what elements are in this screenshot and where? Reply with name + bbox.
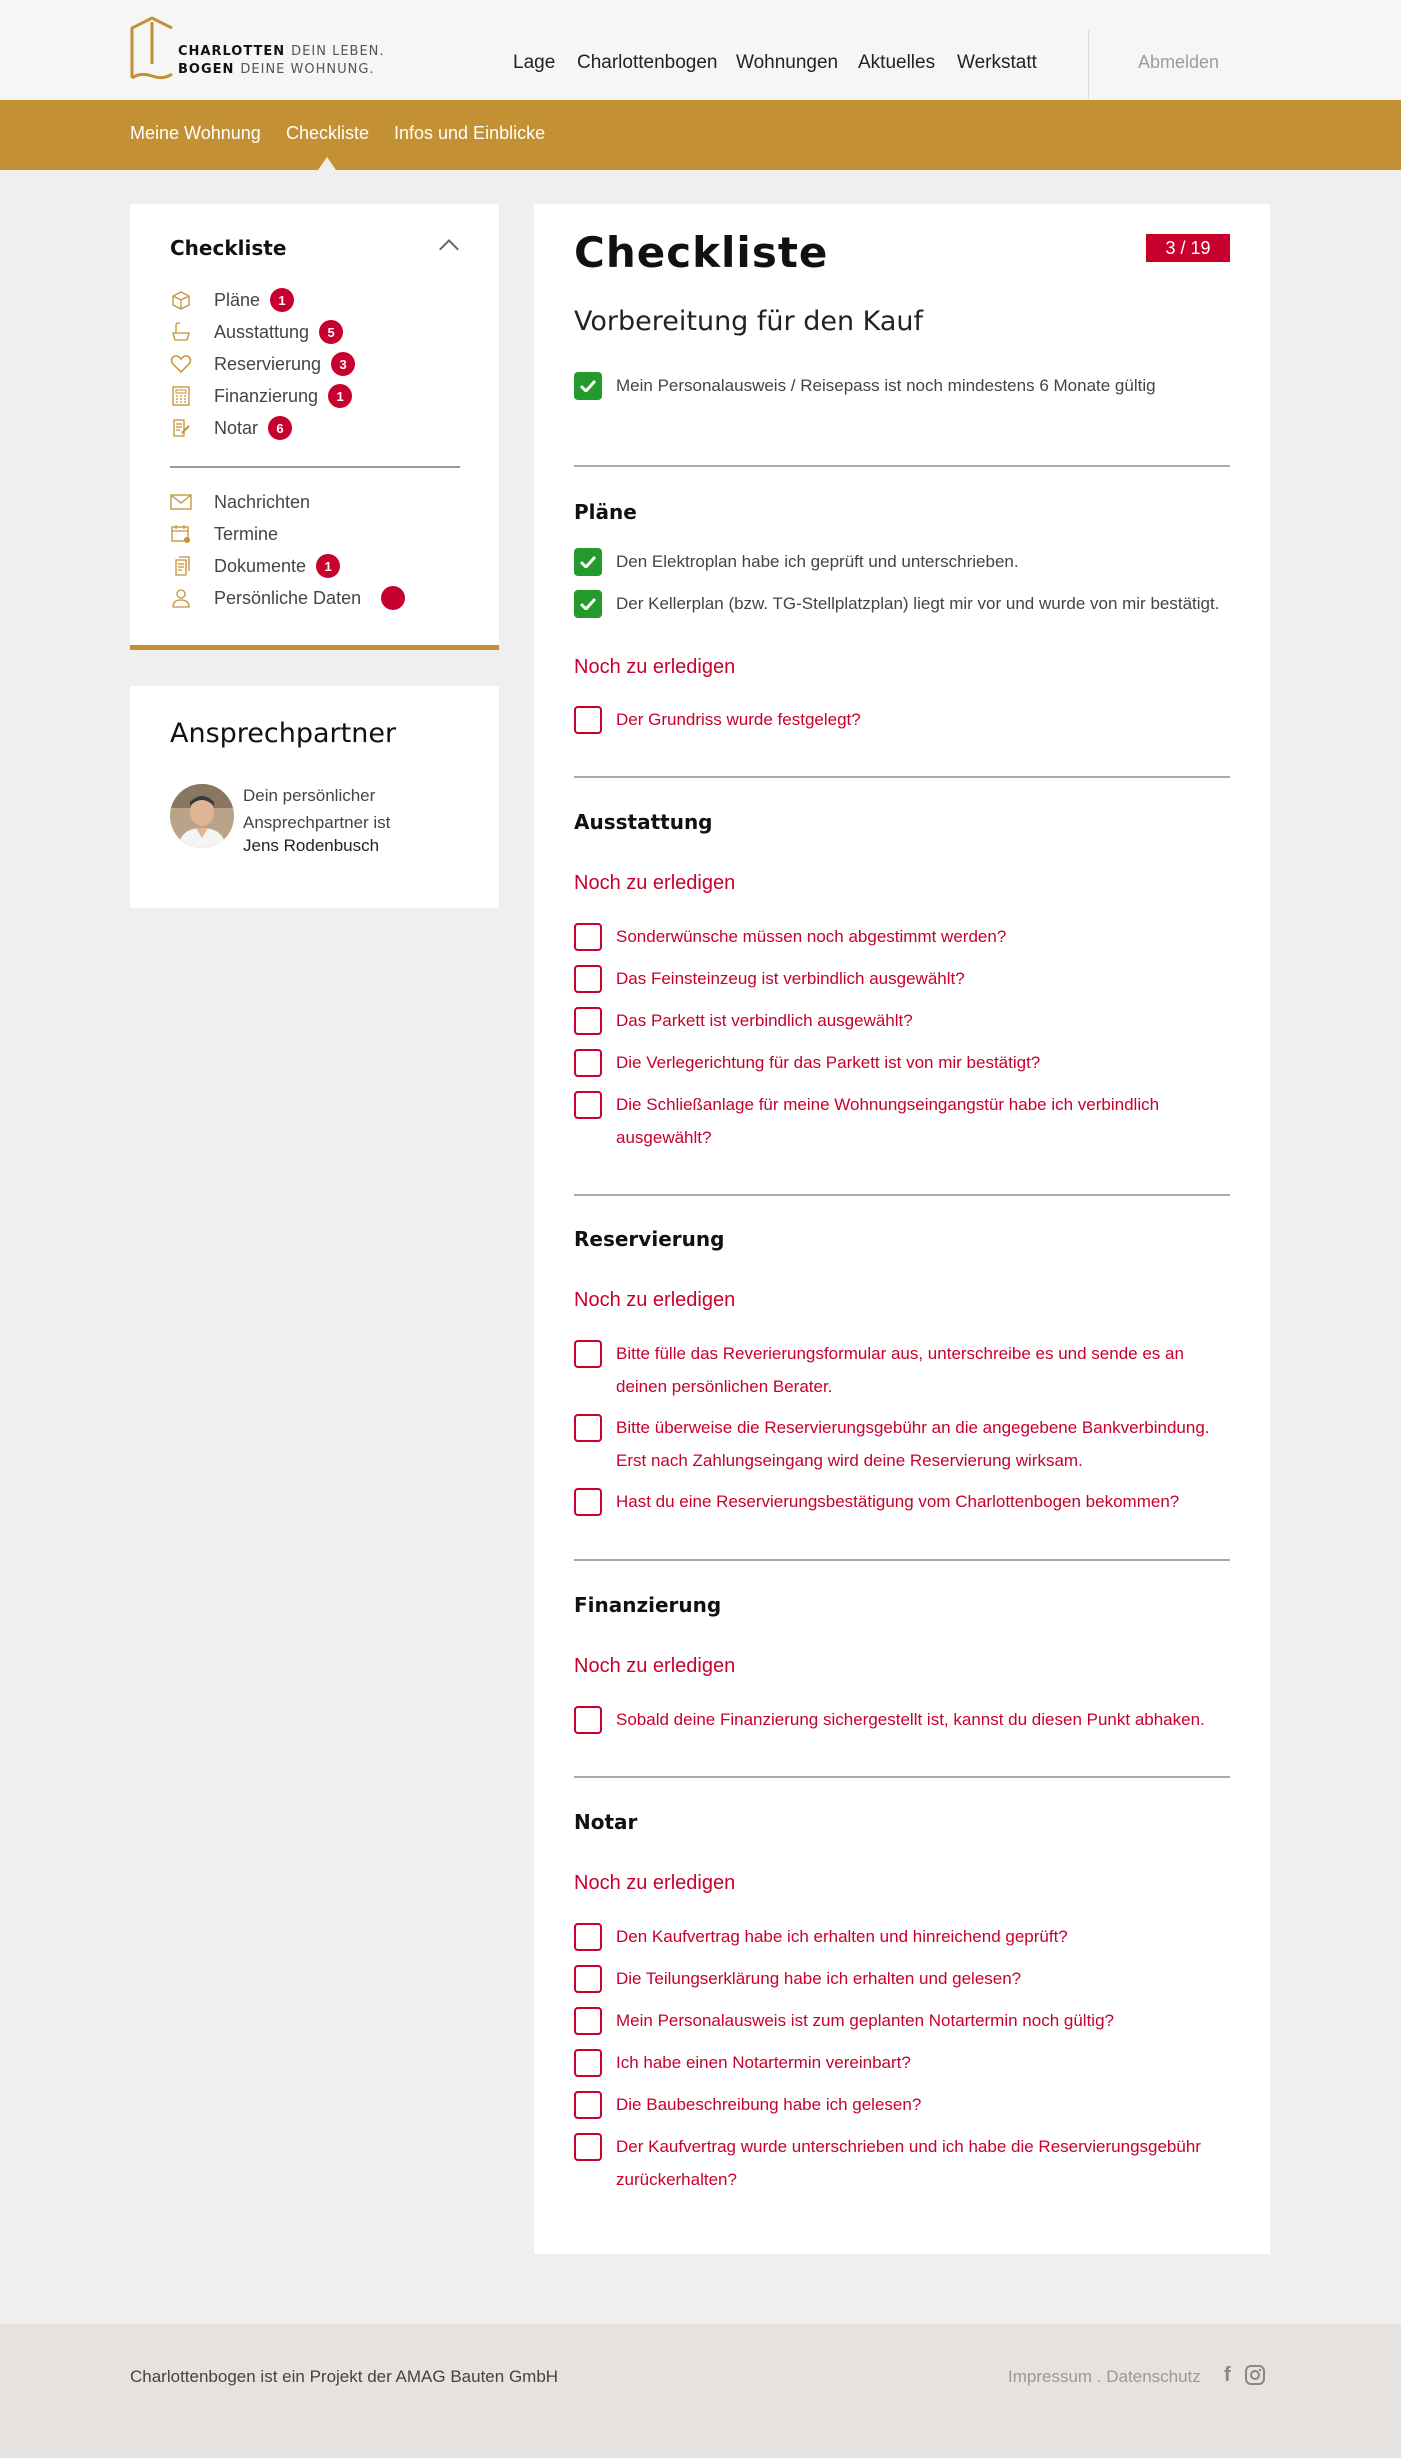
contact-text-line1: Dein persönlicher [243, 786, 376, 805]
instagram-icon[interactable] [1245, 2365, 1265, 2385]
top-bar [0, 0, 1401, 100]
checklist-item[interactable] [574, 372, 1234, 402]
sidebar-item-reservierung[interactable] [170, 352, 355, 376]
checked-checkbox[interactable] [574, 548, 602, 576]
sidebar-item-dokumente[interactable] [170, 554, 340, 578]
contact-card [130, 686, 499, 908]
nav-divider [1088, 30, 1089, 100]
checklist-item-text: Die Baubeschreibung habe ich gelesen? [616, 2095, 922, 2114]
checklist-item[interactable] [574, 1340, 1234, 1403]
sidebar-item-label: Notar [214, 417, 259, 438]
sidebar-item-label: Dokumente [214, 555, 307, 576]
section-divider [574, 1559, 1230, 1561]
envelope-icon [170, 491, 192, 513]
brand-tagline-line2: DEINE WOHNUNG. [240, 62, 375, 77]
unchecked-checkbox[interactable] [574, 1340, 602, 1368]
unchecked-checkbox[interactable] [574, 1488, 602, 1516]
contact-text-line2: Ansprechpartner ist [243, 813, 391, 832]
todo-heading: Noch zu erledigen [574, 1289, 736, 1311]
todo-heading: Noch zu erledigen [574, 1872, 736, 1894]
nav-charlottenbogen[interactable]: Charlottenbogen [577, 52, 718, 73]
count-badge: 1 [328, 384, 352, 408]
checklist-item[interactable] [574, 1706, 1234, 1736]
checklist-panel [534, 204, 1270, 2254]
section-title-ausstattung: Ausstattung [574, 810, 713, 834]
checklist-item-text: Mein Personalausweis ist zum geplanten Notartermin noch gültig? [616, 2011, 1114, 2030]
active-tab-indicator [318, 157, 336, 170]
checklist-item[interactable] [574, 1488, 1234, 1518]
sidebar-item-nachrichten[interactable] [170, 490, 310, 514]
contact-description [243, 782, 390, 836]
brand-name-line2: BOGEN [178, 62, 235, 77]
checklist-item-text: Das Parkett ist verbindlich ausgewählt? [616, 1011, 913, 1030]
unchecked-checkbox[interactable] [574, 2049, 602, 2077]
unchecked-checkbox[interactable] [574, 1091, 602, 1119]
checkmark-icon [580, 598, 596, 610]
logout-link[interactable]: Abmelden [1138, 52, 1220, 72]
unchecked-checkbox[interactable] [574, 2007, 602, 2035]
checklist-item[interactable] [574, 1049, 1234, 1079]
checklist-sidebar [130, 204, 499, 650]
checklist-item[interactable] [574, 965, 1234, 995]
contact-name: Jens Rodenbusch [243, 836, 380, 855]
section-divider [574, 465, 1230, 467]
section-title-plaene: Pläne [574, 500, 637, 524]
checklist-item[interactable] [574, 923, 1234, 953]
todo-heading: Noch zu erledigen [574, 872, 736, 894]
progress-badge: 3 / 19 [1146, 234, 1230, 262]
cube-icon [170, 289, 192, 311]
checklist-item-text: Ich habe einen Notartermin vereinbart? [616, 2053, 911, 2072]
calendar-icon [170, 523, 192, 545]
checklist-item[interactable] [574, 706, 1234, 736]
section-title-reservierung: Reservierung [574, 1227, 725, 1251]
footer [0, 2324, 1401, 2458]
count-badge: 1 [270, 288, 294, 312]
checked-checkbox[interactable] [574, 372, 602, 400]
sidebar-item-termine[interactable] [170, 522, 278, 546]
nav-lage[interactable]: Lage [513, 52, 556, 73]
sidebar-item-label: Termine [214, 523, 279, 544]
impressum-link[interactable]: Impressum [1008, 2367, 1093, 2386]
user-icon [170, 587, 192, 609]
house-logo-icon [130, 16, 174, 84]
notification-dot [381, 586, 405, 610]
brand-logo[interactable] [130, 16, 390, 86]
todo-heading: Noch zu erledigen [574, 656, 736, 678]
checklist-item-text: Den Elektroplan habe ich geprüft und unterschrieben. [616, 552, 1019, 571]
checklist-item-text: Bitte überweise die Reservierungsgebühr an die angegebene Bankverbindung. Erst nach Zahlungseingang wird deine Reservierung wirksam. [616, 1418, 1210, 1470]
calculator-icon [170, 385, 192, 407]
unchecked-checkbox[interactable] [574, 1923, 602, 1951]
checklist-item[interactable] [574, 548, 1234, 578]
brand-tagline-line1: DEIN LEBEN. [291, 44, 385, 59]
edit-document-icon [170, 417, 192, 439]
unchecked-checkbox[interactable] [574, 1049, 602, 1077]
checklist-item-text: Sobald deine Finanzierung sichergestellt ist, kannst du diesen Punkt abhaken. [616, 1710, 1205, 1729]
facebook-icon[interactable]: f [1224, 2364, 1231, 2386]
sidebar-item-label: Nachrichten [214, 491, 311, 512]
checklist-item-text: Das Feinsteinzeug ist verbindlich ausgewählt? [616, 969, 965, 988]
sidebar-item-finanzierung[interactable] [170, 384, 352, 408]
subnav-infos[interactable]: Infos und Einblicke [394, 123, 546, 143]
count-badge: 1 [316, 554, 340, 578]
checklist-item[interactable] [574, 1091, 1234, 1154]
subnav-checkliste[interactable]: Checkliste [286, 123, 370, 143]
unchecked-checkbox[interactable] [574, 1007, 602, 1035]
sidebar-item-persoenliche-daten[interactable] [170, 586, 405, 610]
chevron-up-icon[interactable] [439, 239, 459, 259]
section-title-notar: Notar [574, 1810, 638, 1834]
sidebar-item-label: Persönliche Daten [214, 587, 362, 608]
checklist-item-text: Die Schließanlage für meine Wohnungseingangstür habe ich verbindlich ausgewählt? [616, 1095, 1160, 1147]
checklist-item-text: Der Grundriss wurde festgelegt? [616, 710, 861, 729]
checklist-item[interactable] [574, 2091, 1234, 2121]
section-divider [574, 1194, 1230, 1196]
sidebar-title: Checkliste [170, 236, 287, 260]
checklist-item-text: Sonderwünsche müssen noch abgestimmt werden? [616, 927, 1007, 946]
footer-links [1008, 2367, 1201, 2387]
sidebar-item-plaene[interactable] [170, 288, 294, 312]
count-badge: 3 [331, 352, 355, 376]
footer-separator: . [1096, 2367, 1102, 2386]
count-badge: 6 [268, 416, 292, 440]
checklist-item-text: Mein Personalausweis / Reisepass ist noch mindestens 6 Monate gültig [616, 376, 1156, 395]
todo-heading: Noch zu erledigen [574, 1655, 736, 1677]
unchecked-checkbox[interactable] [574, 965, 602, 993]
unchecked-checkbox[interactable] [574, 1965, 602, 1993]
section-title-finanzierung: Finanzierung [574, 1593, 722, 1617]
checklist-item[interactable] [574, 1965, 1234, 1995]
checklist-item[interactable] [574, 1007, 1234, 1037]
sub-nav [0, 100, 1401, 170]
nav-aktuelles[interactable]: Aktuelles [858, 52, 936, 73]
section-divider [574, 776, 1230, 778]
page-title: Checkliste [574, 228, 829, 277]
unchecked-checkbox[interactable] [574, 706, 602, 734]
sidebar-item-label: Reservierung [214, 353, 322, 374]
sidebar-divider [170, 466, 460, 468]
checkmark-icon [580, 556, 596, 568]
checkmark-icon [580, 380, 596, 392]
checklist-item-text: Den Kaufvertrag habe ich erhalten und hinreichend geprüft? [616, 1927, 1068, 1946]
checklist-item[interactable] [574, 2007, 1234, 2037]
nav-werkstatt[interactable]: Werkstatt [957, 52, 1037, 73]
brand-wordmark [178, 42, 385, 78]
unchecked-checkbox[interactable] [574, 1414, 602, 1442]
checklist-item-text: Die Teilungserklärung habe ich erhalten und gelesen? [616, 1969, 1022, 1988]
sidebar-item-ausstattung[interactable] [170, 320, 343, 344]
checklist-item[interactable] [574, 2133, 1234, 2196]
unchecked-checkbox[interactable] [574, 923, 602, 951]
bathtub-icon [170, 321, 192, 343]
subnav-meine-wohnung[interactable]: Meine Wohnung [130, 123, 261, 143]
sidebar-item-label: Pläne [214, 289, 261, 310]
checklist-item[interactable] [574, 1923, 1234, 1953]
checklist-item-text: Der Kaufvertrag wurde unterschrieben und ich habe die Reservierungsgebühr zurückerhalten? [616, 2137, 1201, 2189]
sidebar-item-notar[interactable] [170, 416, 292, 440]
heart-icon [170, 353, 192, 375]
datenschutz-link[interactable]: Datenschutz [1106, 2367, 1201, 2386]
checklist-item[interactable] [574, 590, 1234, 620]
checklist-item-text: Bitte fülle das Reverierungsformular aus, unterschreibe es und sende es an deinen persönlichen Berater. [616, 1344, 1184, 1396]
unchecked-checkbox[interactable] [574, 2133, 602, 2161]
brand-name-line1: CHARLOTTEN [178, 44, 286, 59]
checklist-item-text: Hast du eine Reservierungsbestätigung vom Charlottenbogen bekommen? [616, 1492, 1180, 1511]
checklist-item[interactable] [574, 1414, 1234, 1477]
checklist-item-text: Die Verlegerichtung für das Parkett ist von mir bestätigt? [616, 1053, 1041, 1072]
count-badge: 5 [319, 320, 343, 344]
sidebar-item-label: Ausstattung [214, 321, 310, 342]
checklist-item[interactable] [574, 2049, 1234, 2079]
sidebar-item-label: Finanzierung [214, 385, 319, 406]
checked-checkbox[interactable] [574, 590, 602, 618]
nav-wohnungen[interactable]: Wohnungen [736, 52, 839, 73]
checklist-item-text: Der Kellerplan (bzw. TG-Stellplatzplan) liegt mir vor und wurde von mir bestätigt. [616, 594, 1220, 613]
contact-title: Ansprechpartner [170, 718, 397, 749]
prep-section-title: Vorbereitung für den Kauf [574, 306, 924, 337]
unchecked-checkbox[interactable] [574, 2091, 602, 2119]
footer-text: Charlottenbogen ist ein Projekt der AMAG Bauten GmbH [130, 2367, 559, 2386]
section-divider [574, 1776, 1230, 1778]
documents-icon [170, 555, 192, 577]
unchecked-checkbox[interactable] [574, 1706, 602, 1734]
avatar [170, 784, 234, 848]
